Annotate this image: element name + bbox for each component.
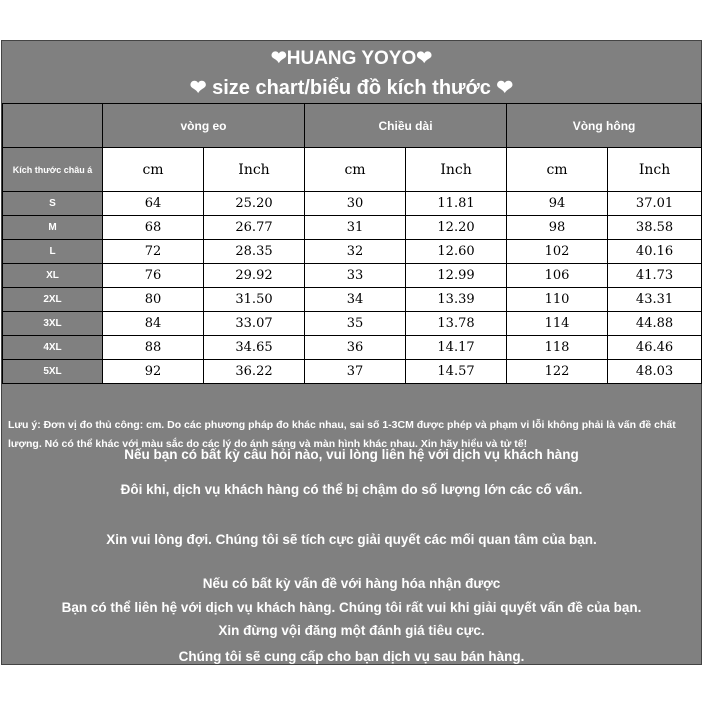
- measurement-cell: 33.07: [204, 312, 305, 336]
- size-row: [3, 312, 702, 336]
- measurement-cell: 34.65: [204, 336, 305, 360]
- measurement-cell: 26.77: [204, 216, 305, 240]
- size-label: XL: [3, 264, 103, 288]
- measurement-cell: 30: [305, 192, 406, 216]
- message-line: Đôi khi, dịch vụ khách hàng có thể bị chậm do số lượng lớn các cố vấn.: [120, 482, 583, 497]
- measurement-cell: 36: [305, 336, 406, 360]
- measurement-cell: 12.20: [406, 216, 507, 240]
- message-line: Nếu bạn có bất kỳ câu hỏi nào, vui lòng liên hệ với dịch vụ khách hàng: [124, 447, 579, 462]
- measurement-cell: 12.99: [406, 264, 507, 288]
- measurement-cell: 72: [103, 240, 204, 264]
- measurement-cell: 80: [103, 288, 204, 312]
- size-label: 2XL: [3, 288, 103, 312]
- measurement-cell: 11.81: [406, 192, 507, 216]
- measurement-cell: 12.60: [406, 240, 507, 264]
- message-line: Bạn có thể liên hệ với dịch vụ khách hàng. Chúng tôi rất vui khi giải quyết vấn đề của bạn.: [61, 600, 642, 615]
- measurement-cell: 41.73: [608, 264, 702, 288]
- size-rows: [3, 192, 702, 384]
- measurement-cell: 43.31: [608, 288, 702, 312]
- unit-cell: cm: [305, 148, 406, 192]
- measurement-cell: 25.20: [204, 192, 305, 216]
- group-header-length: Chiều dài: [305, 104, 507, 148]
- measurement-cell: 14.17: [406, 336, 507, 360]
- measurement-cell: 122: [507, 360, 608, 384]
- measurement-cell: 102: [507, 240, 608, 264]
- measurement-cell: 48.03: [608, 360, 702, 384]
- message-line: Xin vui lòng đợi. Chúng tôi sẽ tích cực giải quyết các mối quan tâm của bạn.: [106, 532, 597, 547]
- group-header-row: [3, 104, 702, 148]
- measurement-cell: 98: [507, 216, 608, 240]
- brand-title: ❤HUANG YOYO❤: [270, 48, 433, 69]
- measurement-cell: 110: [507, 288, 608, 312]
- measurement-cell: 35: [305, 312, 406, 336]
- measurement-cell: 44.88: [608, 312, 702, 336]
- group-header-hip: Vòng hông: [507, 104, 702, 148]
- size-label: 5XL: [3, 360, 103, 384]
- size-table: [2, 103, 702, 384]
- size-row: [3, 264, 702, 288]
- measurement-cell: 33: [305, 264, 406, 288]
- measurement-cell: 28.35: [204, 240, 305, 264]
- group-header-waist: vòng eo: [103, 104, 305, 148]
- measurement-cell: 29.92: [204, 264, 305, 288]
- measurement-cell: 14.57: [406, 360, 507, 384]
- measurement-cell: 94: [507, 192, 608, 216]
- message-line: Chúng tôi sẽ cung cấp cho bạn dịch vụ sau bán hàng.: [178, 649, 525, 664]
- size-row: [3, 360, 702, 384]
- measurement-cell: 64: [103, 192, 204, 216]
- message-line: Nếu có bất kỳ vấn đề với hàng hóa nhận được: [202, 576, 501, 591]
- unit-cell: cm: [103, 148, 204, 192]
- measurement-cell: 92: [103, 360, 204, 384]
- unit-cell: Inch: [406, 148, 507, 192]
- size-row: [3, 336, 702, 360]
- measurement-cell: 106: [507, 264, 608, 288]
- chart-title: ❤ size chart/biểu đồ kích thước ❤: [189, 77, 514, 99]
- measurement-cell: 40.16: [608, 240, 702, 264]
- unit-cell: Inch: [608, 148, 702, 192]
- unit-header-row: [3, 148, 702, 192]
- unit-cell: Inch: [204, 148, 305, 192]
- size-column-label: Kích thước châu á: [3, 148, 103, 192]
- measurement-cell: 37: [305, 360, 406, 384]
- measurement-cell: 84: [103, 312, 204, 336]
- measurement-cell: 13.78: [406, 312, 507, 336]
- measurement-cell: 114: [507, 312, 608, 336]
- size-chart: [1, 40, 702, 665]
- measurement-cell: 13.39: [406, 288, 507, 312]
- measurement-cell: 46.46: [608, 336, 702, 360]
- unit-cell: cm: [507, 148, 608, 192]
- size-label: M: [3, 216, 103, 240]
- measurement-cell: 31.50: [204, 288, 305, 312]
- size-row: [3, 288, 702, 312]
- measurement-cell: 34: [305, 288, 406, 312]
- measurement-cell: 88: [103, 336, 204, 360]
- measurement-cell: 36.22: [204, 360, 305, 384]
- measurement-cell: 118: [507, 336, 608, 360]
- measurement-cell: 38.58: [608, 216, 702, 240]
- message-line: Xin đừng vội đăng một đánh giá tiêu cực.: [218, 623, 485, 638]
- measurement-cell: 76: [103, 264, 204, 288]
- measurement-cell: 32: [305, 240, 406, 264]
- measurement-cell: 31: [305, 216, 406, 240]
- size-row: [3, 240, 702, 264]
- size-label: 4XL: [3, 336, 103, 360]
- measurement-note: Lưu ý: Đơn vị đo thủ công: cm. Do các phương pháp đo khác nhau, sai số 1-3CM được phép và phạm vi lỗi không phải là vấn đề chất lượng. Nó có thể khác với màu sắc do các lý do ánh sáng và màn hình khác nhau. Xin hãy hiểu và tử tế!: [8, 419, 676, 450]
- size-label: L: [3, 240, 103, 264]
- measurement-cell: 68: [103, 216, 204, 240]
- size-row: [3, 192, 702, 216]
- size-label: S: [3, 192, 103, 216]
- size-label: 3XL: [3, 312, 103, 336]
- measurement-cell: 37.01: [608, 192, 702, 216]
- corner-cell: [3, 104, 103, 148]
- size-row: [3, 216, 702, 240]
